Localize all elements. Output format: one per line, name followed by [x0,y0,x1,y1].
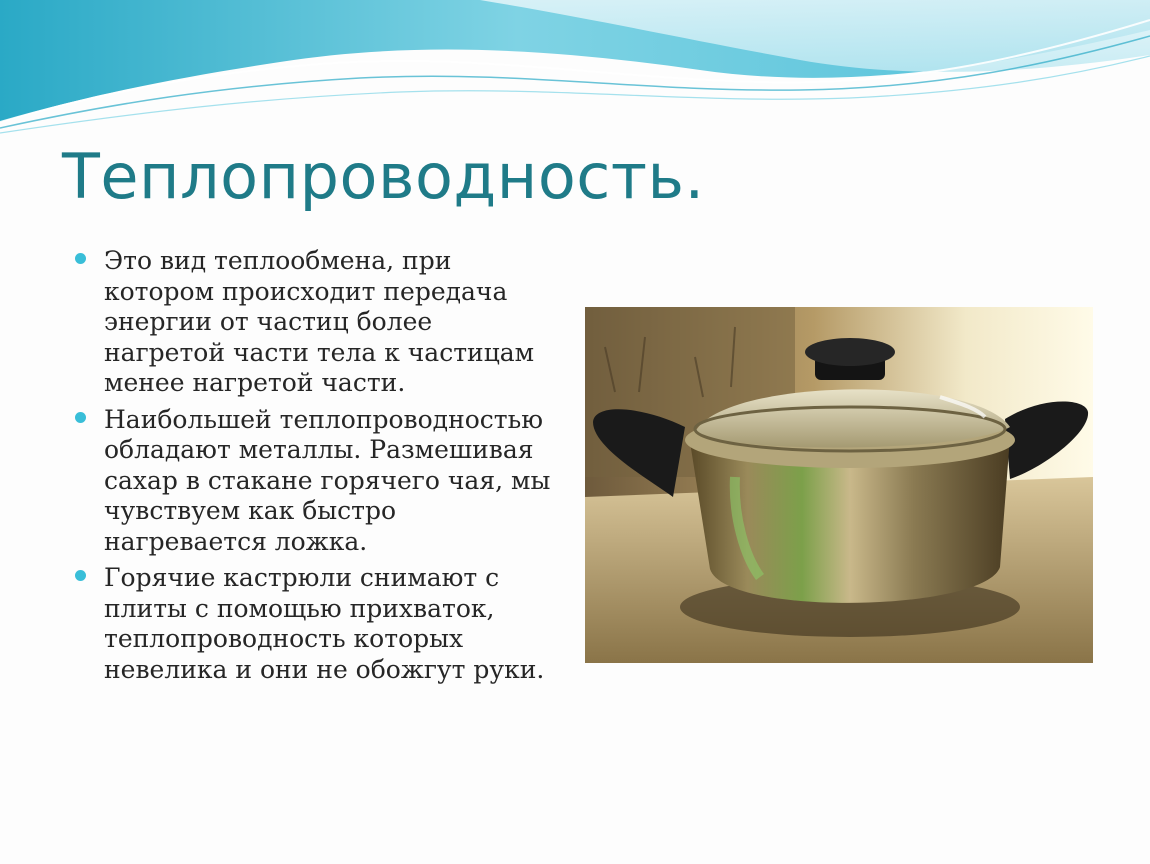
bullet-marker-icon [75,570,86,581]
bullet-marker-icon [75,412,86,423]
cooking-pot-photo [585,307,1093,663]
bullet-marker-icon [75,253,86,264]
bullet-text: Горячие кастрюли снимают с плиты с помощью прихваток, теплопроводность которых невелика и они не обожгут руки. [104,563,545,684]
list-item [75,563,555,685]
list-item [75,405,555,558]
list-item [75,246,555,399]
bullet-text: Это вид теплообмена, при котором происходит передача энергии от частиц более нагретой части тела к частицам менее нагретой части. [104,246,535,397]
bullet-text: Наибольшей теплопроводностью обладают металлы. Размешивая сахар в стакане горячего чая, мы чувствуем как быстро нагревается ложка. [104,404,551,556]
slide-title: Теплопроводность. [62,140,705,213]
decorative-wave-header [0,0,1150,140]
bullet-list [75,246,555,691]
cooking-pot-illustration [585,307,1093,663]
